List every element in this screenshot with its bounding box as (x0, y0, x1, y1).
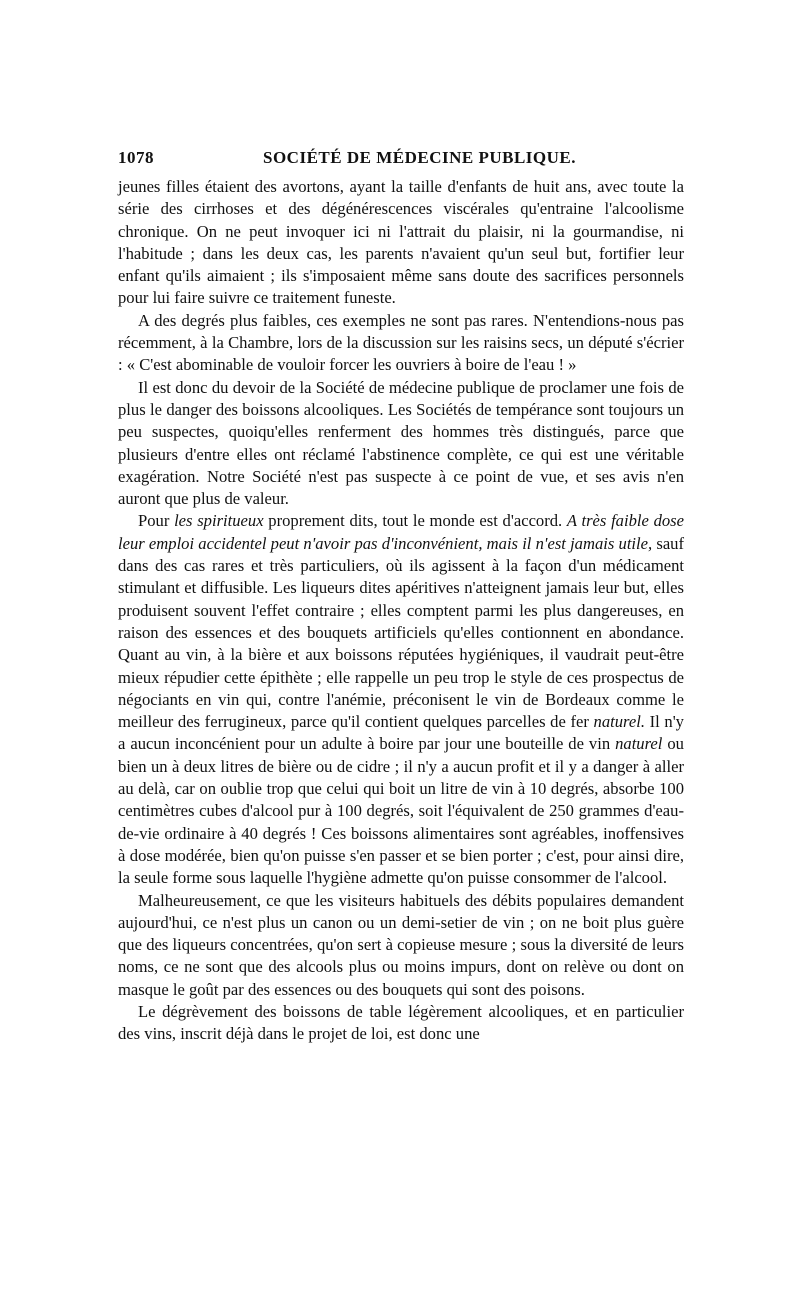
paragraph-5: Malheureusement, ce que les visiteurs habituels des débits populaires demandent aujourd'hui, ce n'est plus un canon ou un demi-setier de vin ; on ne boit plus guère que des liqueurs concentrées, qu'on sert à copieuse mesure ; sous la diversité de leurs noms, ce ne sont que des alcools plus ou moins impurs, dont on relève ou dont on masque le goût par des essences ou des bouquets qui sont des poisons. (118, 890, 684, 999)
paragraph-4 (118, 510, 684, 889)
page-number: 1078 (118, 148, 154, 167)
body-text (118, 176, 684, 1046)
paragraph-2: A des degrés plus faibles, ces exemples ne sont pas rares. N'entendions-nous pas récemment, à la Chambre, lors de la discussion sur les raisins secs, un député s'écrier : « C'est abominable de vouloir forcer les ouvriers à boire de l'eau ! » (118, 310, 684, 375)
emphasis-maxim: A très faible dose leur emploi accidentel peut n'avoir pas d'inconvénient, mais il n'est jamais utile, (118, 511, 684, 553)
paragraph-1: jeunes filles étaient des avortons, ayant la taille d'enfants de huit ans, avec toute la série des cirrhoses et des dégénérescences viscérales qu'entraine l'alcoolisme chronique. On ne peut invoquer ici ni l'attrait du plaisir, ni la gourmandise, ni l'habitude ; dans les deux cas, les parents n'avaient qu'un seul but, fortifier leur enfant qu'ils aimaient ; ils s'imposaient même sans doute des sacrifices personnels pour lui faire suivre ce traitement funeste. (118, 177, 684, 308)
paragraph-4-text-c: proprement dits, tout le monde est d'accord. (263, 511, 567, 531)
paragraph-4-text-e: sauf dans des cas rares et très particuliers, où ils agissent à la façon d'un médicament stimulant et diffusible. Les liqueurs dites apéritives n'atteignent jamais leur but, elles produisent souvent l'effet contraire ; elles comptent parmi les plus dangereuses, en raison des essences et des bouquets artificiels qu'elles contionnent en abondance. Quant au vin, à la bière et aux boissons réputées hygiéniques, il vaudrait peut-être mieux répudier cette épithète ; elle rappelle un peu trop le style de ces prospectus de négociants en vin qui, contre l'anémie, préconisent le vin de Bordeaux comme le meilleur des ferrugineux, parce qu'il contient quelques parcelles de fer (118, 533, 685, 732)
document-page (118, 148, 684, 1046)
paragraph-4-text-g: Il n'y a aucun inconcénient pour un adulte à boire par jour une bouteille de vin (118, 712, 684, 754)
paragraph-6: Le dégrèvement des boissons de table légèrement alcooliques, et en particulier des vins, inscrit déjà dans le projet de loi, est donc une (118, 1001, 684, 1044)
emphasis-naturel-1: naturel. (593, 712, 645, 732)
emphasis-naturel-2: naturel (615, 734, 663, 754)
paragraph-3: Il est donc du devoir de la Société de médecine publique de proclamer une fois de plus le danger des boissons alcooliques. Les Sociétés de tempérance sont toujours un peu suspectes, quoiqu'elles renferment des hommes très distingués, parce que plusieurs d'entre elles ont réclamé l'abstinence complète, ce qui est une véritable exagération. Notre Société n'est pas suspecte à ce point de vue, et ses avis n'en auront que plus de valeur. (118, 377, 684, 509)
paragraph-4-text-a: Pour (138, 511, 175, 531)
running-header (118, 148, 684, 176)
emphasis-spiritueux: les spiritueux (174, 511, 264, 531)
journal-title: SOCIÉTÉ DE MÉDECINE PUBLIQUE. (263, 148, 577, 167)
paragraph-4-text-i: ou bien un à deux litres de bière ou de cidre ; il n'y a aucun profit et il y a danger à aller au delà, car on oublie trop que celui qui boit un litre de vin à 10 degrés, absorbe 100 centimètres cubes d'alcool pur à 100 degrés, soit l'équivalent de 250 grammes d'eau-de-vie ordinaire à 40 degrés ! Ces boissons alimentaires sont agréables, inoffensives à dose modérée, bien qu'on puisse s'en passer et se bien porter ; c'est, pour ainsi dire, la seule forme sous laquelle l'hygiène admette qu'on puisse consommer de l'alcool. (118, 734, 684, 888)
